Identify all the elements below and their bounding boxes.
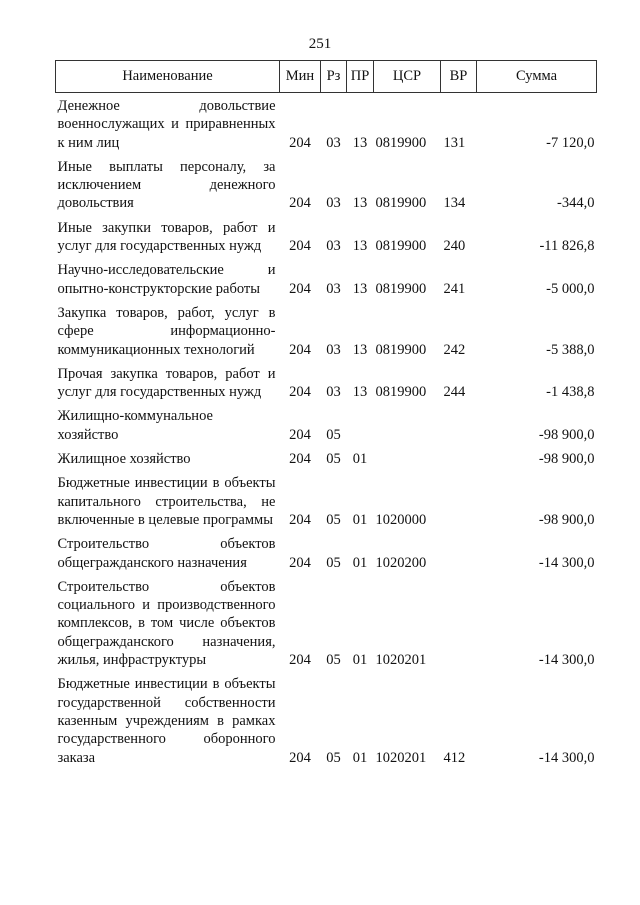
row-csr-cell: 0819900 (375, 195, 427, 212)
header-sum: Сумма (477, 61, 597, 93)
row-csr-cell: 1020000 (375, 511, 427, 528)
row-pr-cell: 13 (352, 195, 368, 212)
row-vr-cell (441, 444, 477, 468)
row-vr-cell (441, 468, 477, 529)
row-sum-cell: -344,0 (557, 195, 595, 212)
row-rz-cell: 03 (326, 238, 341, 255)
row-vr-cell: 244 (443, 384, 466, 401)
row-rz-cell: 05 (326, 652, 341, 669)
row-rz-cell: 03 (326, 384, 341, 401)
row-csr-cell: 0819900 (375, 384, 427, 401)
row-rz-cell: 03 (326, 341, 341, 358)
row-sum-cell: -11 826,8 (539, 238, 595, 255)
row-name-cell: Научно-исследовательские и опытно-конструкторские работы (57, 262, 276, 297)
row-min-cell: 204 (289, 195, 311, 212)
table-row (56, 468, 597, 529)
row-pr-cell: 01 (352, 652, 368, 669)
row-name-cell: Строительство объектов общегражданского назначения (57, 536, 276, 571)
row-min-cell: 204 (289, 341, 311, 358)
row-csr-cell: 1020200 (375, 554, 427, 571)
row-rz-cell: 03 (326, 195, 341, 212)
row-rz-cell: 05 (326, 554, 341, 571)
table-row (56, 255, 597, 298)
row-csr-cell: 0819900 (375, 341, 427, 358)
header-name: Наименование (56, 61, 280, 93)
row-sum-cell: -5 388,0 (546, 341, 595, 358)
row-csr-cell (374, 444, 441, 468)
header-vr: ВР (441, 61, 477, 93)
row-vr-cell (441, 572, 477, 669)
table-row (56, 152, 597, 213)
row-min-cell: 204 (289, 554, 311, 571)
row-pr-cell: 13 (352, 384, 368, 401)
table-row (56, 572, 597, 669)
row-pr-cell: 01 (352, 749, 368, 766)
row-name-cell: Закупка товаров, работ, услуг в сфере информационно-коммуникационных технологий (57, 304, 276, 358)
row-sum-cell: -98 900,0 (538, 451, 595, 468)
row-sum-cell: -14 300,0 (538, 652, 595, 669)
row-name-cell: Жилищное хозяйство (57, 451, 191, 468)
row-min-cell: 204 (289, 511, 311, 528)
row-pr-cell: 01 (352, 511, 368, 528)
budget-table (55, 60, 597, 767)
row-min-cell: 204 (289, 451, 311, 468)
table-row (56, 401, 597, 444)
header-pr: ПР (347, 61, 374, 93)
row-min-cell: 204 (289, 652, 311, 669)
table-row (56, 93, 597, 152)
row-min-cell: 204 (289, 384, 311, 401)
row-name-cell: Бюджетные инвестиции в объекты государственной собственности казенным учреждениям в рамках государственного оборонного заказа (57, 676, 276, 766)
row-sum-cell: -5 000,0 (546, 280, 595, 297)
row-rz-cell: 03 (326, 280, 341, 297)
row-name-cell: Бюджетные инвестиции в объекты капитального строительства, не включенные в целевые программы (57, 475, 276, 528)
table-row (56, 669, 597, 766)
row-name-cell: Иные закупки товаров, работ и услуг для государственных нужд (57, 219, 276, 255)
row-vr-cell: 134 (443, 195, 466, 212)
row-sum-cell: -14 300,0 (538, 554, 595, 571)
row-name-cell: Строительство объектов социального и производственного комплексов, в том числе объектов общегражданского назначения, жилья, инфраструктуры (57, 578, 276, 669)
row-rz-cell: 05 (326, 426, 341, 443)
row-min-cell: 204 (289, 749, 311, 766)
row-pr-cell: 01 (352, 451, 368, 468)
table-row (56, 359, 597, 402)
row-csr-cell (374, 401, 441, 444)
table-row (56, 529, 597, 572)
row-min-cell: 204 (289, 426, 311, 443)
row-vr-cell: 240 (443, 238, 466, 255)
row-vr-cell (441, 401, 477, 444)
row-csr-cell: 0819900 (375, 238, 427, 255)
table-row (56, 298, 597, 359)
row-pr-cell: 13 (352, 280, 368, 297)
table-row (56, 213, 597, 256)
row-pr-cell: 13 (352, 238, 368, 255)
row-csr-cell: 0819900 (375, 134, 427, 151)
row-vr-cell (441, 529, 477, 572)
row-rz-cell: 05 (326, 451, 341, 468)
row-vr-cell: 241 (443, 280, 466, 297)
header-csr: ЦСР (374, 61, 441, 93)
row-vr-cell: 412 (443, 749, 466, 766)
row-name-cell: Иные выплаты персоналу, за исключением денежного довольствия (57, 158, 276, 212)
row-rz-cell: 05 (326, 749, 341, 766)
row-sum-cell: -98 900,0 (538, 511, 595, 528)
row-name-cell: Денежное довольствие военнослужащих и приравненных к ним лиц (57, 98, 276, 151)
page-number: 251 (308, 36, 332, 52)
row-sum-cell: -14 300,0 (538, 749, 595, 766)
row-name-cell: Прочая закупка товаров, работ и услуг для государственных нужд (57, 365, 276, 401)
row-sum-cell: -7 120,0 (546, 134, 595, 151)
row-csr-cell: 0819900 (375, 280, 427, 297)
row-sum-cell: -1 438,8 (546, 384, 595, 401)
row-min-cell: 204 (289, 280, 311, 297)
row-vr-cell: 242 (443, 341, 466, 358)
row-pr-cell: 13 (352, 134, 368, 151)
table-header-row (56, 61, 597, 93)
row-csr-cell: 1020201 (375, 749, 427, 766)
row-pr-cell: 01 (352, 554, 368, 571)
row-rz-cell: 03 (326, 134, 341, 151)
header-rz: Рз (321, 61, 347, 93)
row-vr-cell: 131 (443, 134, 466, 151)
row-pr-cell: 13 (352, 341, 368, 358)
row-sum-cell: -98 900,0 (538, 426, 595, 443)
row-rz-cell: 05 (326, 511, 341, 528)
row-min-cell: 204 (289, 134, 311, 151)
row-min-cell: 204 (289, 238, 311, 255)
row-csr-cell: 1020201 (375, 652, 427, 669)
header-min: Мин (280, 61, 321, 93)
table-row (56, 444, 597, 468)
row-pr-cell (347, 401, 374, 444)
row-name-cell: Жилищно-коммунальное хозяйство (57, 408, 213, 443)
